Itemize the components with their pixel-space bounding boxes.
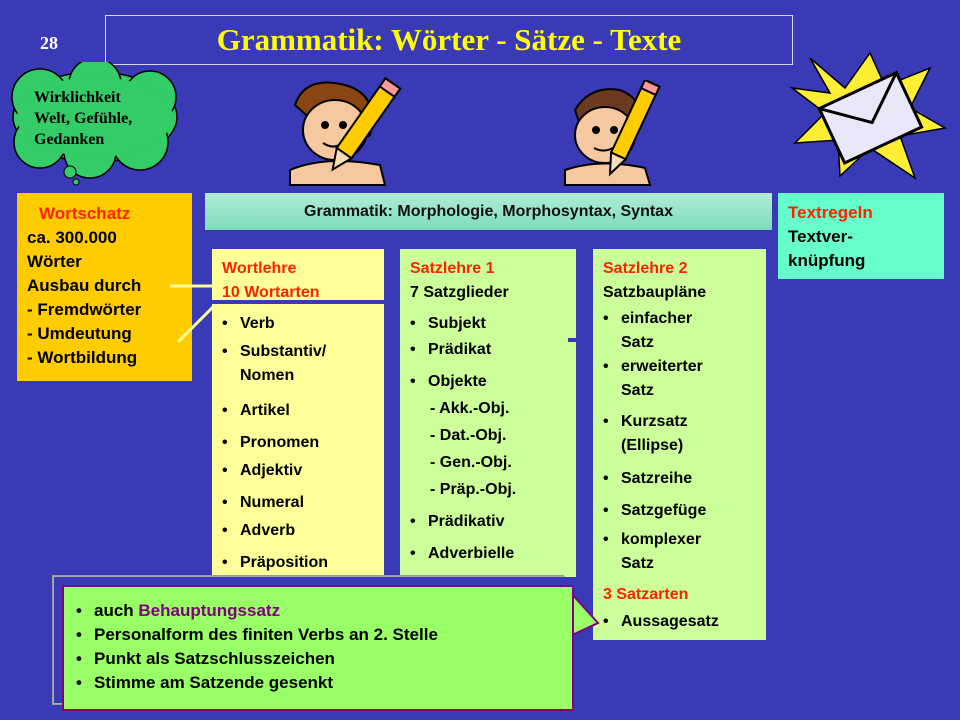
wortschatz-line: - Umdeutung — [27, 324, 132, 343]
list-item: • Verb — [222, 312, 275, 336]
satzlehre1-column — [400, 249, 576, 577]
cloud-text — [34, 87, 132, 150]
satzlehre1-subheading: 7 Satzglieder — [410, 284, 509, 301]
popup-callout — [62, 585, 574, 711]
list-item: Satz — [621, 555, 654, 572]
wortschatz-line: Ausbau durch — [27, 276, 142, 295]
list-item: - Präp.-Obj. — [430, 481, 517, 498]
list-item: • Adverbielle — [410, 542, 514, 566]
callout-pointer — [568, 590, 608, 640]
list-item: • einfacher — [603, 307, 692, 331]
list-item: • Aussagesatz — [603, 610, 719, 634]
list-item: Satz — [621, 334, 654, 351]
satzarten-heading: 3 Satzarten — [603, 586, 689, 603]
wortschatz-box — [17, 193, 192, 381]
popup-item: • Punkt als Satzschlusszeichen — [76, 647, 572, 671]
list-item: - Akk.-Obj. — [430, 400, 510, 417]
list-item: Satz — [621, 382, 654, 399]
cloud-line: Welt, Gefühle, — [34, 110, 133, 127]
list-item: (Ellipse) — [621, 437, 684, 454]
satzlehre2-column — [593, 249, 766, 640]
list-item: • Prädikat — [410, 338, 491, 362]
boy-with-pencil-icon — [560, 80, 670, 190]
wortlehre-subheading: 10 Wortarten — [222, 284, 320, 301]
cloud-line: Wirklichkeit — [34, 89, 121, 106]
wortschatz-heading: Wortschatz — [39, 204, 131, 223]
list-item: • Präposition — [222, 551, 328, 575]
cloud-line: Gedanken — [34, 131, 105, 148]
list-item: • Adverb — [222, 519, 295, 543]
list-item: • Artikel — [222, 399, 290, 423]
popup-list — [64, 587, 572, 695]
title-box — [105, 15, 793, 65]
wortlehre-list — [212, 249, 384, 577]
list-item: - Dat.-Obj. — [430, 427, 507, 444]
wortlehre-heading: Wortlehre — [222, 260, 297, 277]
popup-item: • Stimme am Satzende gesenkt — [76, 671, 572, 695]
satzlehre1-heading: Satzlehre 1 — [410, 260, 495, 277]
textregeln-box — [778, 193, 944, 279]
wortschatz-line: - Wortbildung — [27, 348, 138, 367]
textregeln-heading: Textregeln — [788, 203, 873, 222]
wortlehre-column — [212, 249, 384, 577]
popup-item — [76, 599, 572, 623]
wortschatz-line: ca. 300.000 — [27, 228, 117, 247]
popup-item-prefix: auch — [94, 601, 139, 620]
satzlehre2-heading: Satzlehre 2 — [603, 260, 688, 277]
popup-item-highlight: Behauptungssatz — [138, 601, 281, 620]
list-item: • Numeral — [222, 491, 304, 515]
list-item: • Substantiv/ — [222, 340, 326, 364]
textregeln-line: Textver- — [788, 227, 853, 246]
list-item: • Prädikativ — [410, 510, 504, 534]
wortschatz-line: Wörter — [27, 252, 82, 271]
satzlehre1-list — [400, 249, 576, 577]
page-title: Grammatik: Wörter - Sätze - Texte — [216, 22, 682, 57]
list-item: Nomen — [240, 367, 295, 384]
popup-item: • Personalform des finiten Verbs an 2. Stelle — [76, 623, 572, 647]
grammar-bar: Grammatik: Morphologie, Morphosyntax, Syntax — [205, 193, 772, 230]
list-item: • Adjektiv — [222, 459, 302, 483]
list-item: • Pronomen — [222, 431, 319, 455]
envelope-icon — [790, 48, 950, 183]
list-item: • Satzreihe — [603, 467, 692, 491]
list-item: • Satzgefüge — [603, 499, 706, 523]
list-item: • Subjekt — [410, 312, 486, 336]
list-item: • Objekte — [410, 370, 487, 394]
list-item: • erweiterter — [603, 355, 703, 379]
girl-with-pencil-icon — [285, 75, 405, 190]
list-item: • komplexer — [603, 528, 701, 552]
wortschatz-line: - Fremdwörter — [27, 300, 142, 319]
list-item: • Kurzsatz — [603, 410, 688, 434]
satzarten-list — [593, 249, 766, 640]
satzlehre2-subheading: Satzbaupläne — [603, 284, 707, 301]
page-number: 28 — [40, 33, 58, 53]
list-item: - Gen.-Obj. — [430, 454, 512, 471]
textregeln-line: knüpfung — [788, 251, 866, 270]
